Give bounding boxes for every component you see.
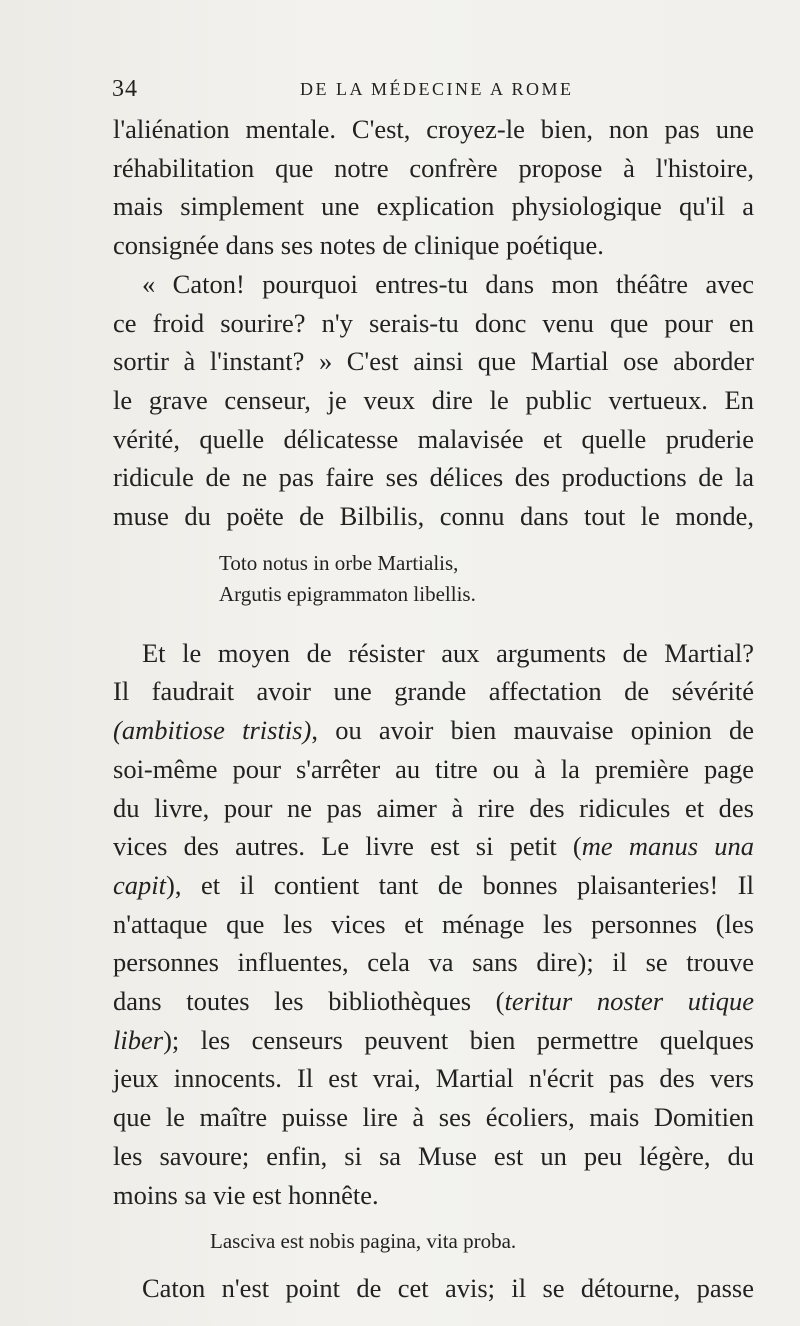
text-line: le grave censeur, je veux dire le public vertueux. En <box>113 384 754 415</box>
text-line: ce froid sourire? n'y serais-tu donc venu que pour en <box>113 307 754 338</box>
paragraph-1 <box>113 110 754 265</box>
text-line: vérité, quelle délicatesse malavisée et quelle pruderie <box>113 423 754 454</box>
verse-line: Argutis epigrammaton libellis. <box>219 581 476 606</box>
text-run: ); les censeurs peuvent bien permettre quelques <box>163 1024 754 1055</box>
verse-line: Lasciva est nobis pagina, vita proba. <box>210 1229 517 1254</box>
text-line: consignée dans ses notes de clinique poétique. <box>113 230 604 261</box>
text-line: réhabilitation que notre confrère propose à l'histoire, <box>113 152 754 183</box>
page-header <box>112 76 754 106</box>
verse-line: Toto notus in orbe Martialis, <box>219 550 459 575</box>
text-line: muse du poëte de Bilbilis, connu dans tout le monde, <box>113 501 754 532</box>
text-line: Caton n'est point de cet avis; il se détourne, passe <box>142 1273 754 1304</box>
text-line <box>113 866 754 905</box>
text-run: vices des autres. Le livre est si petit ( <box>113 831 582 862</box>
text-run: dans toutes les bibliothèques ( <box>113 986 505 1017</box>
text-line: jeux innocents. Il est vrai, Martial n'écrit pas des vers <box>113 1063 754 1094</box>
page-body <box>113 110 754 1308</box>
paragraph-2 <box>113 265 754 536</box>
paragraph-3 <box>113 634 754 1215</box>
running-title: DE LA MÉDECINE A ROME <box>300 79 574 99</box>
text-line: Il faudrait avoir une grande affectation de sévérité <box>113 676 754 707</box>
text-line: mais simplement une explication physiologique qu'il a <box>113 191 754 222</box>
text-line <box>113 711 754 750</box>
latin-phrase: liber <box>113 1024 164 1055</box>
text-line: soi-même pour s'arrêter au titre ou à la première page <box>113 753 754 784</box>
page-number: 34 <box>112 76 138 102</box>
text-run: , ou avoir bien mauvaise opinion de <box>311 715 754 746</box>
text-line <box>113 1021 754 1060</box>
latin-phrase: teritur noster utique <box>504 986 754 1017</box>
text-line: n'attaque que les vices et ménage les personnes (les <box>113 908 754 939</box>
text-line: Et le moyen de résister aux arguments de Martial? <box>142 637 754 668</box>
latin-verse-quote-2 <box>210 1226 754 1257</box>
text-line <box>113 982 754 1021</box>
text-line: que le maître puisse lire à ses écoliers, mais Domitien <box>113 1102 754 1133</box>
latin-verse-quote <box>219 548 754 610</box>
text-line: l'aliénation mentale. C'est, croyez-le bien, non pas une <box>113 114 754 144</box>
text-line: ridicule de ne pas faire ses délices des productions de la <box>113 462 754 493</box>
text-line: personnes influentes, cela va sans dire); il se trouve <box>113 947 754 978</box>
text-line: du livre, pour ne pas aimer à rire des ridicules et des <box>113 792 754 823</box>
text-run: ), et il contient tant de bonnes plaisanteries! Il <box>166 869 754 900</box>
text-line: moins sa vie est honnête. <box>113 1179 379 1210</box>
text-line: les savoure; enfin, si sa Muse est un peu légère, du <box>113 1140 754 1171</box>
text-line: « Caton! pourquoi entres-tu dans mon théâtre avec <box>142 268 754 299</box>
latin-phrase: (ambitiose tristis) <box>113 715 312 746</box>
paragraph-4 <box>113 1269 754 1308</box>
latin-phrase: me manus una <box>581 831 754 862</box>
text-line: sortir à l'instant? » C'est ainsi que Martial ose aborder <box>113 346 754 377</box>
text-line <box>113 827 754 866</box>
latin-phrase: capit <box>113 869 166 900</box>
